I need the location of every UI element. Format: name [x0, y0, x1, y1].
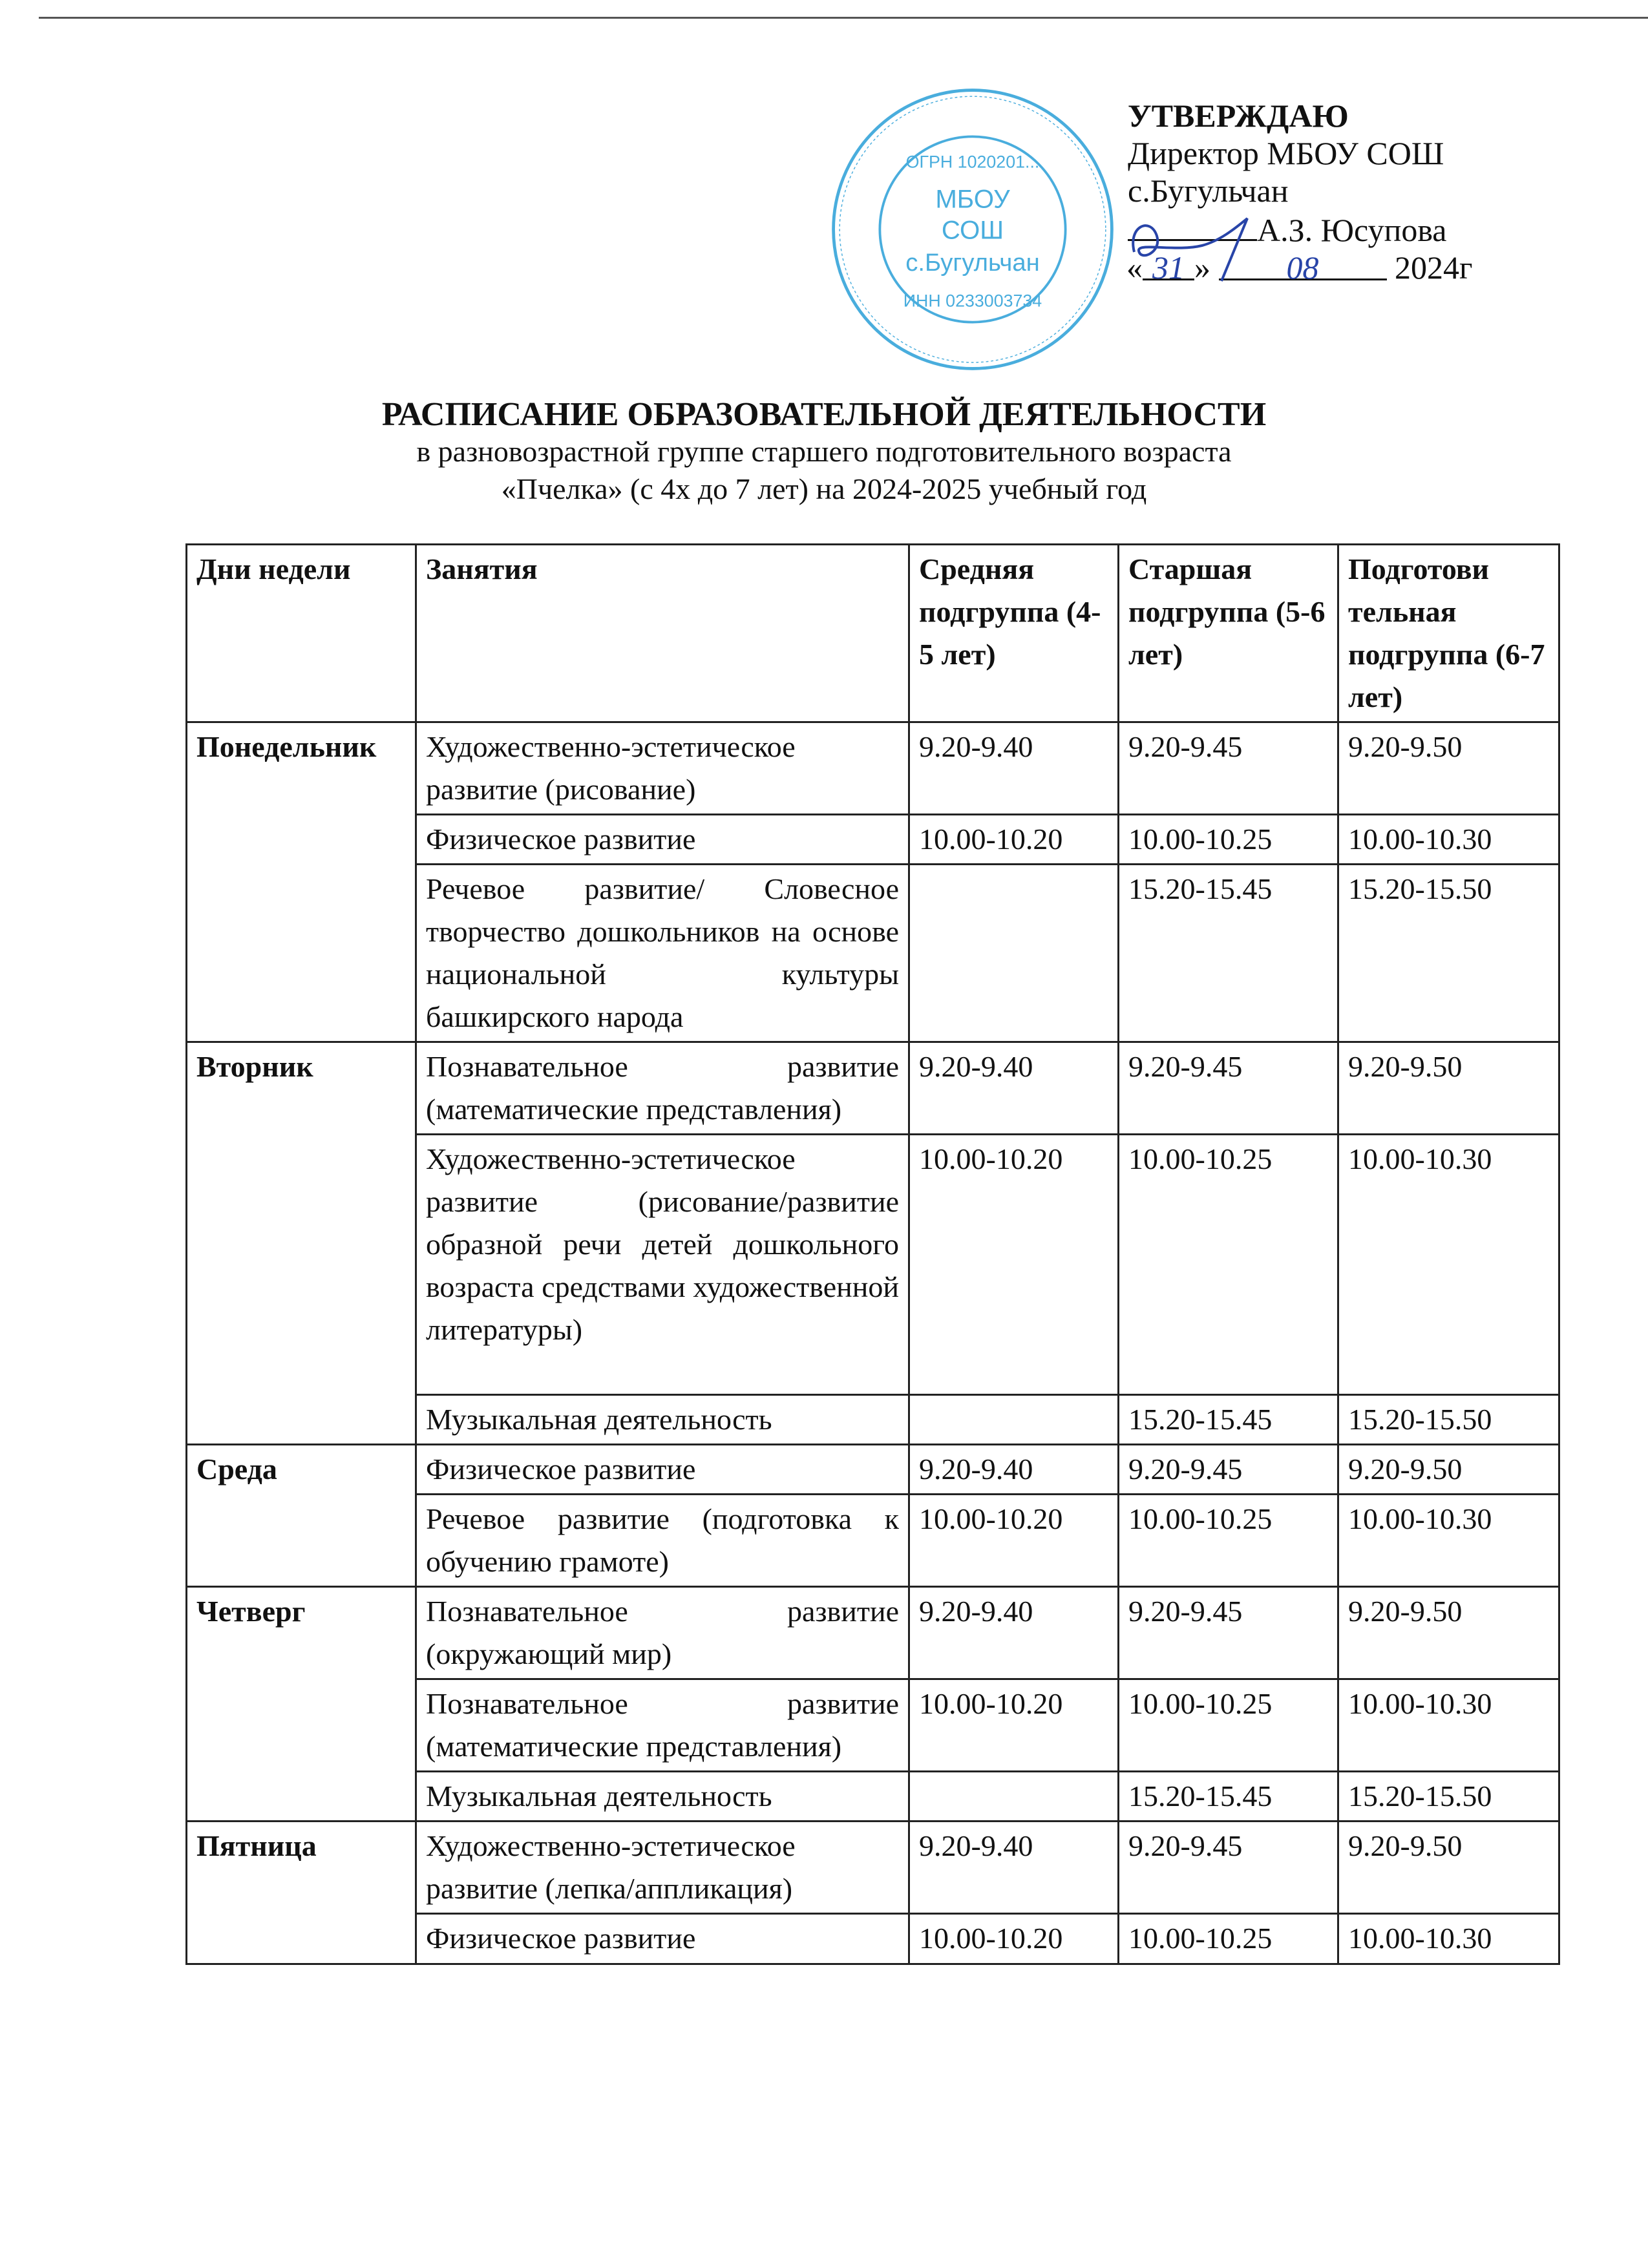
- activity-cell: Музыкальная деятельность: [416, 1772, 909, 1822]
- prep-time-cell: 9.20-9.50: [1338, 1822, 1559, 1914]
- stamp-line-1: МБОУ: [935, 184, 1010, 214]
- date-year: 2024г: [1395, 249, 1473, 286]
- activity-cell: Речевое развитие (подготовка к обучению грамоте): [416, 1495, 909, 1587]
- middle-time-cell: 9.20-9.40: [909, 1445, 1119, 1495]
- activity-cell: Художественно-эстетическое развитие (рисование/развитие образной речи детей дошкольного возраста средствами художественной литературы): [416, 1135, 909, 1395]
- day-cell: Понедельник: [187, 722, 416, 1042]
- header-activity: Занятия: [416, 545, 909, 722]
- activity-cell: Музыкальная деятельность: [416, 1395, 909, 1445]
- prep-time-cell: 9.20-9.50: [1338, 1445, 1559, 1495]
- document-subtitle-2: «Пчелка» (с 4х до 7 лет) на 2024-2025 учебный год: [501, 472, 1147, 505]
- senior-time-cell: 10.00-10.25: [1119, 815, 1338, 865]
- senior-time-cell: 9.20-9.45: [1119, 1445, 1338, 1495]
- prep-time-cell: 15.20-15.50: [1338, 865, 1559, 1042]
- header-middle-group: Средняя подгруппа (4-5 лет): [909, 545, 1119, 722]
- activity-cell: Познавательное развитие (математические представления): [416, 1679, 909, 1772]
- senior-time-cell: 10.00-10.25: [1119, 1914, 1338, 1964]
- approval-heading: УТВЕРЖДАЮ: [1128, 98, 1349, 134]
- activity-cell: Познавательное развитие (окружающий мир): [416, 1587, 909, 1679]
- table-row: [187, 1042, 1559, 1135]
- middle-time-cell: 9.20-9.40: [909, 722, 1119, 815]
- middle-time-cell: [909, 1395, 1119, 1445]
- activity-cell: Физическое развитие: [416, 815, 909, 865]
- senior-time-cell: 15.20-15.45: [1119, 865, 1338, 1042]
- middle-time-cell: [909, 865, 1119, 1042]
- approval-name: А.З. Юсупова: [1257, 212, 1447, 248]
- document-title: РАСПИСАНИЕ ОБРАЗОВАТЕЛЬНОЙ ДЕЯТЕЛЬНОСТИ: [381, 396, 1267, 433]
- activity-cell: Художественно-эстетическое развитие (лепка/аппликация): [416, 1822, 909, 1914]
- senior-time-cell: 9.20-9.45: [1119, 1042, 1338, 1135]
- table-row: [187, 1587, 1559, 1679]
- table-row: [187, 1822, 1559, 1914]
- prep-time-cell: 10.00-10.30: [1338, 815, 1559, 865]
- activity-cell: Физическое развитие: [416, 1914, 909, 1964]
- day-cell: Четверг: [187, 1587, 416, 1822]
- middle-time-cell: 9.20-9.40: [909, 1822, 1119, 1914]
- top-rule: [39, 17, 1648, 19]
- senior-time-cell: 15.20-15.45: [1119, 1772, 1338, 1822]
- stamp-ogrn: ОГРН 1020201...: [905, 152, 1040, 172]
- prep-time-cell: 15.20-15.50: [1338, 1772, 1559, 1822]
- official-stamp: [827, 84, 1118, 375]
- header-day: Дни недели: [187, 545, 416, 722]
- prep-time-cell: 9.20-9.50: [1338, 1587, 1559, 1679]
- table-header-row: [187, 545, 1559, 722]
- header-senior-group: Старшая подгруппа (5-6 лет): [1119, 545, 1338, 722]
- date-day: 31: [1143, 249, 1194, 280]
- prep-time-cell: 10.00-10.30: [1338, 1914, 1559, 1964]
- activity-cell: Физическое развитие: [416, 1445, 909, 1495]
- approval-place: с.Бугульчан: [1128, 173, 1289, 209]
- middle-time-cell: 9.20-9.40: [909, 1587, 1119, 1679]
- activity-cell: Речевое развитие/ Словесное творчество дошкольников на основе национальной культуры башкирского народа: [416, 865, 909, 1042]
- day-cell: Вторник: [187, 1042, 416, 1445]
- table-row: [187, 722, 1559, 815]
- middle-time-cell: [909, 1772, 1119, 1822]
- prep-time-cell: 15.20-15.50: [1338, 1395, 1559, 1445]
- prep-time-cell: 10.00-10.30: [1338, 1679, 1559, 1772]
- senior-time-cell: 10.00-10.25: [1119, 1679, 1338, 1772]
- date-month: 08: [1219, 249, 1387, 280]
- middle-time-cell: 10.00-10.20: [909, 1495, 1119, 1587]
- header-prep-group: Подготови тельная подгруппа (6-7 лет): [1338, 545, 1559, 722]
- day-cell: Среда: [187, 1445, 416, 1587]
- activity-cell: Художественно-эстетическое развитие (рисование): [416, 722, 909, 815]
- senior-time-cell: 15.20-15.45: [1119, 1395, 1338, 1445]
- middle-time-cell: 10.00-10.20: [909, 1135, 1119, 1395]
- prep-time-cell: 9.20-9.50: [1338, 722, 1559, 815]
- stamp-inn: ИНН 0233003734: [903, 291, 1042, 311]
- day-cell: Пятница: [187, 1822, 416, 1964]
- approval-position: Директор МБОУ СОШ: [1128, 135, 1444, 171]
- stamp-line-2: СОШ: [941, 215, 1004, 245]
- senior-time-cell: 10.00-10.25: [1119, 1495, 1338, 1587]
- senior-time-cell: 10.00-10.25: [1119, 1135, 1338, 1395]
- table-row: [187, 1445, 1559, 1495]
- middle-time-cell: 9.20-9.40: [909, 1042, 1119, 1135]
- prep-time-cell: 10.00-10.30: [1338, 1495, 1559, 1587]
- activity-cell: Познавательное развитие (математические представления): [416, 1042, 909, 1135]
- document-subtitle-1: в разновозрастной группе старшего подготовительного возраста: [416, 435, 1232, 468]
- senior-time-cell: 9.20-9.45: [1119, 1587, 1338, 1679]
- middle-time-cell: 10.00-10.20: [909, 1679, 1119, 1772]
- senior-time-cell: 9.20-9.45: [1119, 1822, 1338, 1914]
- date-open-quote: «: [1126, 249, 1143, 286]
- middle-time-cell: 10.00-10.20: [909, 815, 1119, 865]
- middle-time-cell: 10.00-10.20: [909, 1914, 1119, 1964]
- prep-time-cell: 10.00-10.30: [1338, 1135, 1559, 1395]
- date-close-quote: »: [1194, 249, 1210, 286]
- signature: [1125, 213, 1254, 284]
- stamp-line-3: с.Бугульчан: [905, 249, 1040, 277]
- prep-time-cell: 9.20-9.50: [1338, 1042, 1559, 1135]
- schedule-table: [185, 543, 1560, 1965]
- senior-time-cell: 9.20-9.45: [1119, 722, 1338, 815]
